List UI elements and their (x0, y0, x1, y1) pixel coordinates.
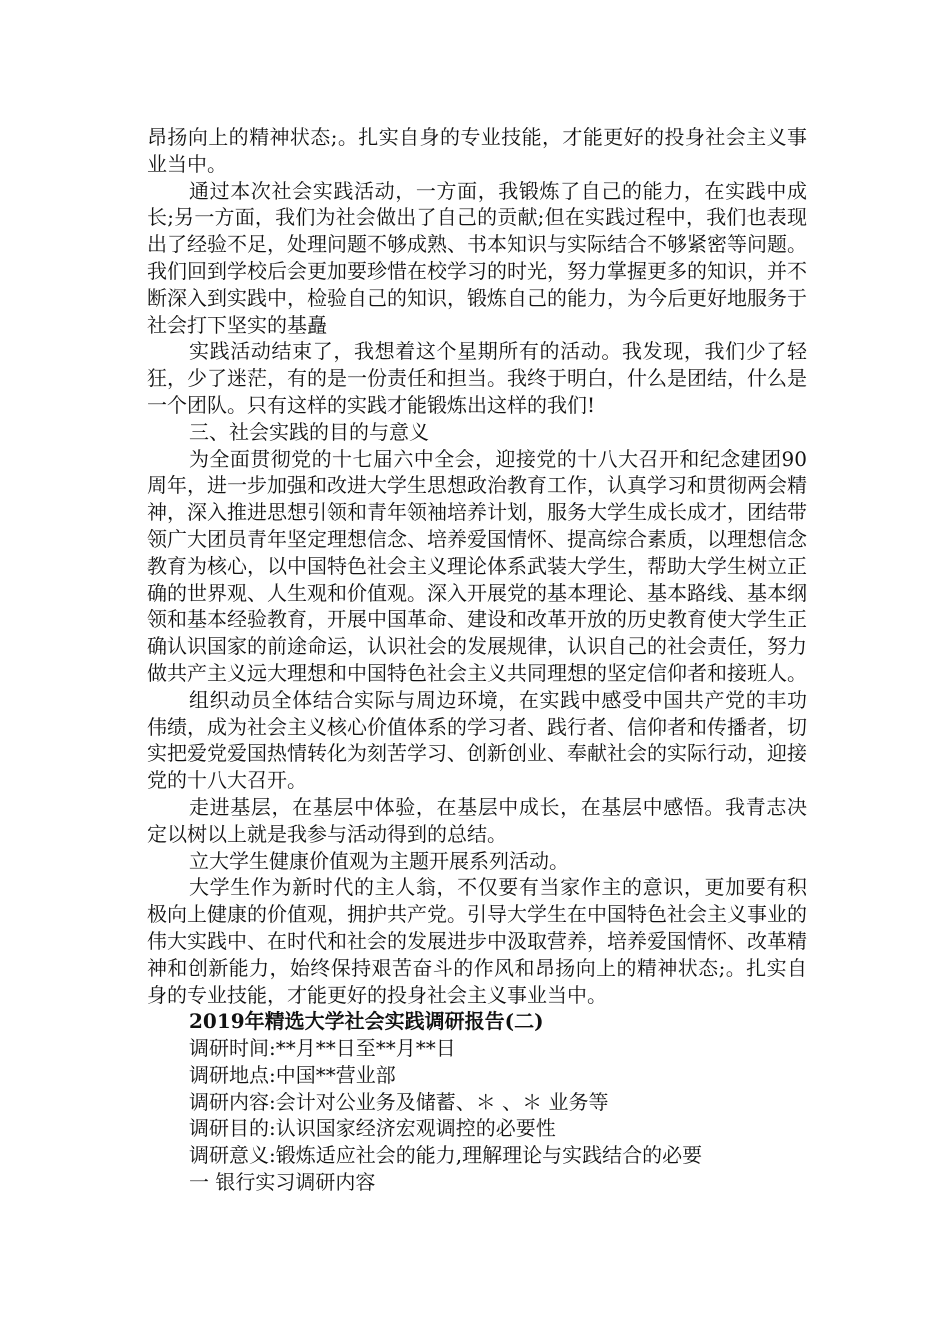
section-heading-purpose: 三、社会实践的目的与意义 (189, 419, 429, 444)
paragraph-activity-reflection: 实践活动结束了，我想着这个星期所有的活动。我发现，我们少了轻狂，少了迷茫，有的是一份责任和担当。我终于明白，什么是团结，什么是一个团队。只有这样的实践才能锻炼出这样的我们! (147, 339, 807, 417)
report-goal-line: 调研目的:认识国家经济宏观调控的必要性 (189, 1116, 556, 1141)
paragraph-organize: 组织动员全体结合实际与周边环境，在实践中感受中国共产党的丰功伟绩，成为社会主义核心价值体系的学习者、践行者、信仰者和传播者，切实把爱党爱国热情转化为刻苦学习、创新创业、奉献社会的实际行动，迎接党的十八大召开。 (147, 687, 807, 793)
paragraph-grassroots: 走进基层，在基层中体验，在基层中成长，在基层中感悟。我青志决定以树以上就是我参与活动得到的总结。 (147, 794, 807, 846)
paragraph-continuation: 昂扬向上的精神状态;。扎实自身的专业技能，才能更好的投身社会主义事业当中。 (147, 125, 807, 176)
report-significance-line: 调研意义:锻炼适应社会的能力,理解理论与实践结合的必要 (189, 1143, 703, 1168)
paragraph-theme: 立大学生健康价值观为主题开展系列活动。 (189, 848, 569, 873)
report-section-one: 一 银行实习调研内容 (189, 1170, 376, 1195)
document-body (147, 124, 807, 1196)
paragraph-purpose: 为全面贯彻党的十七届六中全会，迎接党的十八大召开和纪念建团90周年，进一步加强和改进大学生思想政治教育工作，认真学习和贯彻两会精神，深入推进思想引领和青年领袖培养计划，服务大学生成长成才，团结带领广大团员青年坚定理想信念、培养爱国情怀、提高综合素质，以理想信念教育为核心，以中国特色社会主义理论体系武装大学生，帮助大学生树立正确的世界观、人生观和价值观。深入开展党的基本理论、基本路线、基本纲领和基本经验教育，开展中国革命、建设和改革开放的历史教育使大学生正确认识国家的前途命运，认识社会的发展规律，认识自己的社会责任，努力做共产主义远大理想和中国特色社会主义共同理想的坚定信仰者和接班人。 (147, 446, 807, 685)
report-location-line: 调研地点:中国**营业部 (189, 1062, 396, 1087)
report-time-line: 调研时间:**月**日至**月**日 (189, 1036, 456, 1061)
paragraph-practice-summary: 通过本次社会实践活动，一方面，我锻炼了自己的能力，在实践中成长;另一方面，我们为社会做出了自己的贡献;但在实践过程中，我们也表现出了经验不足，处理问题不够成熟、书本知识与实际结合不够紧密等问题。我们回到学校后会更加要珍惜在校学习的时光，努力掌握更多的知识，并不断深入到实践中，检验自己的知识，锻炼自己的能力，为今后更好地服务于社会打下坚实的基矗 (147, 178, 807, 337)
report-content-line: 调研内容:会计对公业务及储蓄、＊ 、＊ 业务等 (189, 1089, 609, 1114)
paragraph-values: 大学生作为新时代的主人翁，不仅要有当家作主的意识，更加要有积极向上健康的价值观，拥护共产党。引导大学生在中国特色社会主义事业的伟大实践中、在时代和社会的发展进步中汲取营养，培养爱国情怀、改革精神和创新能力，始终保持艰苦奋斗的作风和昂扬向上的精神状态;。扎实自身的专业技能，才能更好的投身社会主义事业当中。 (147, 875, 807, 1007)
report-title: 2019年精选大学社会实践调研报告(二) (189, 1009, 544, 1034)
